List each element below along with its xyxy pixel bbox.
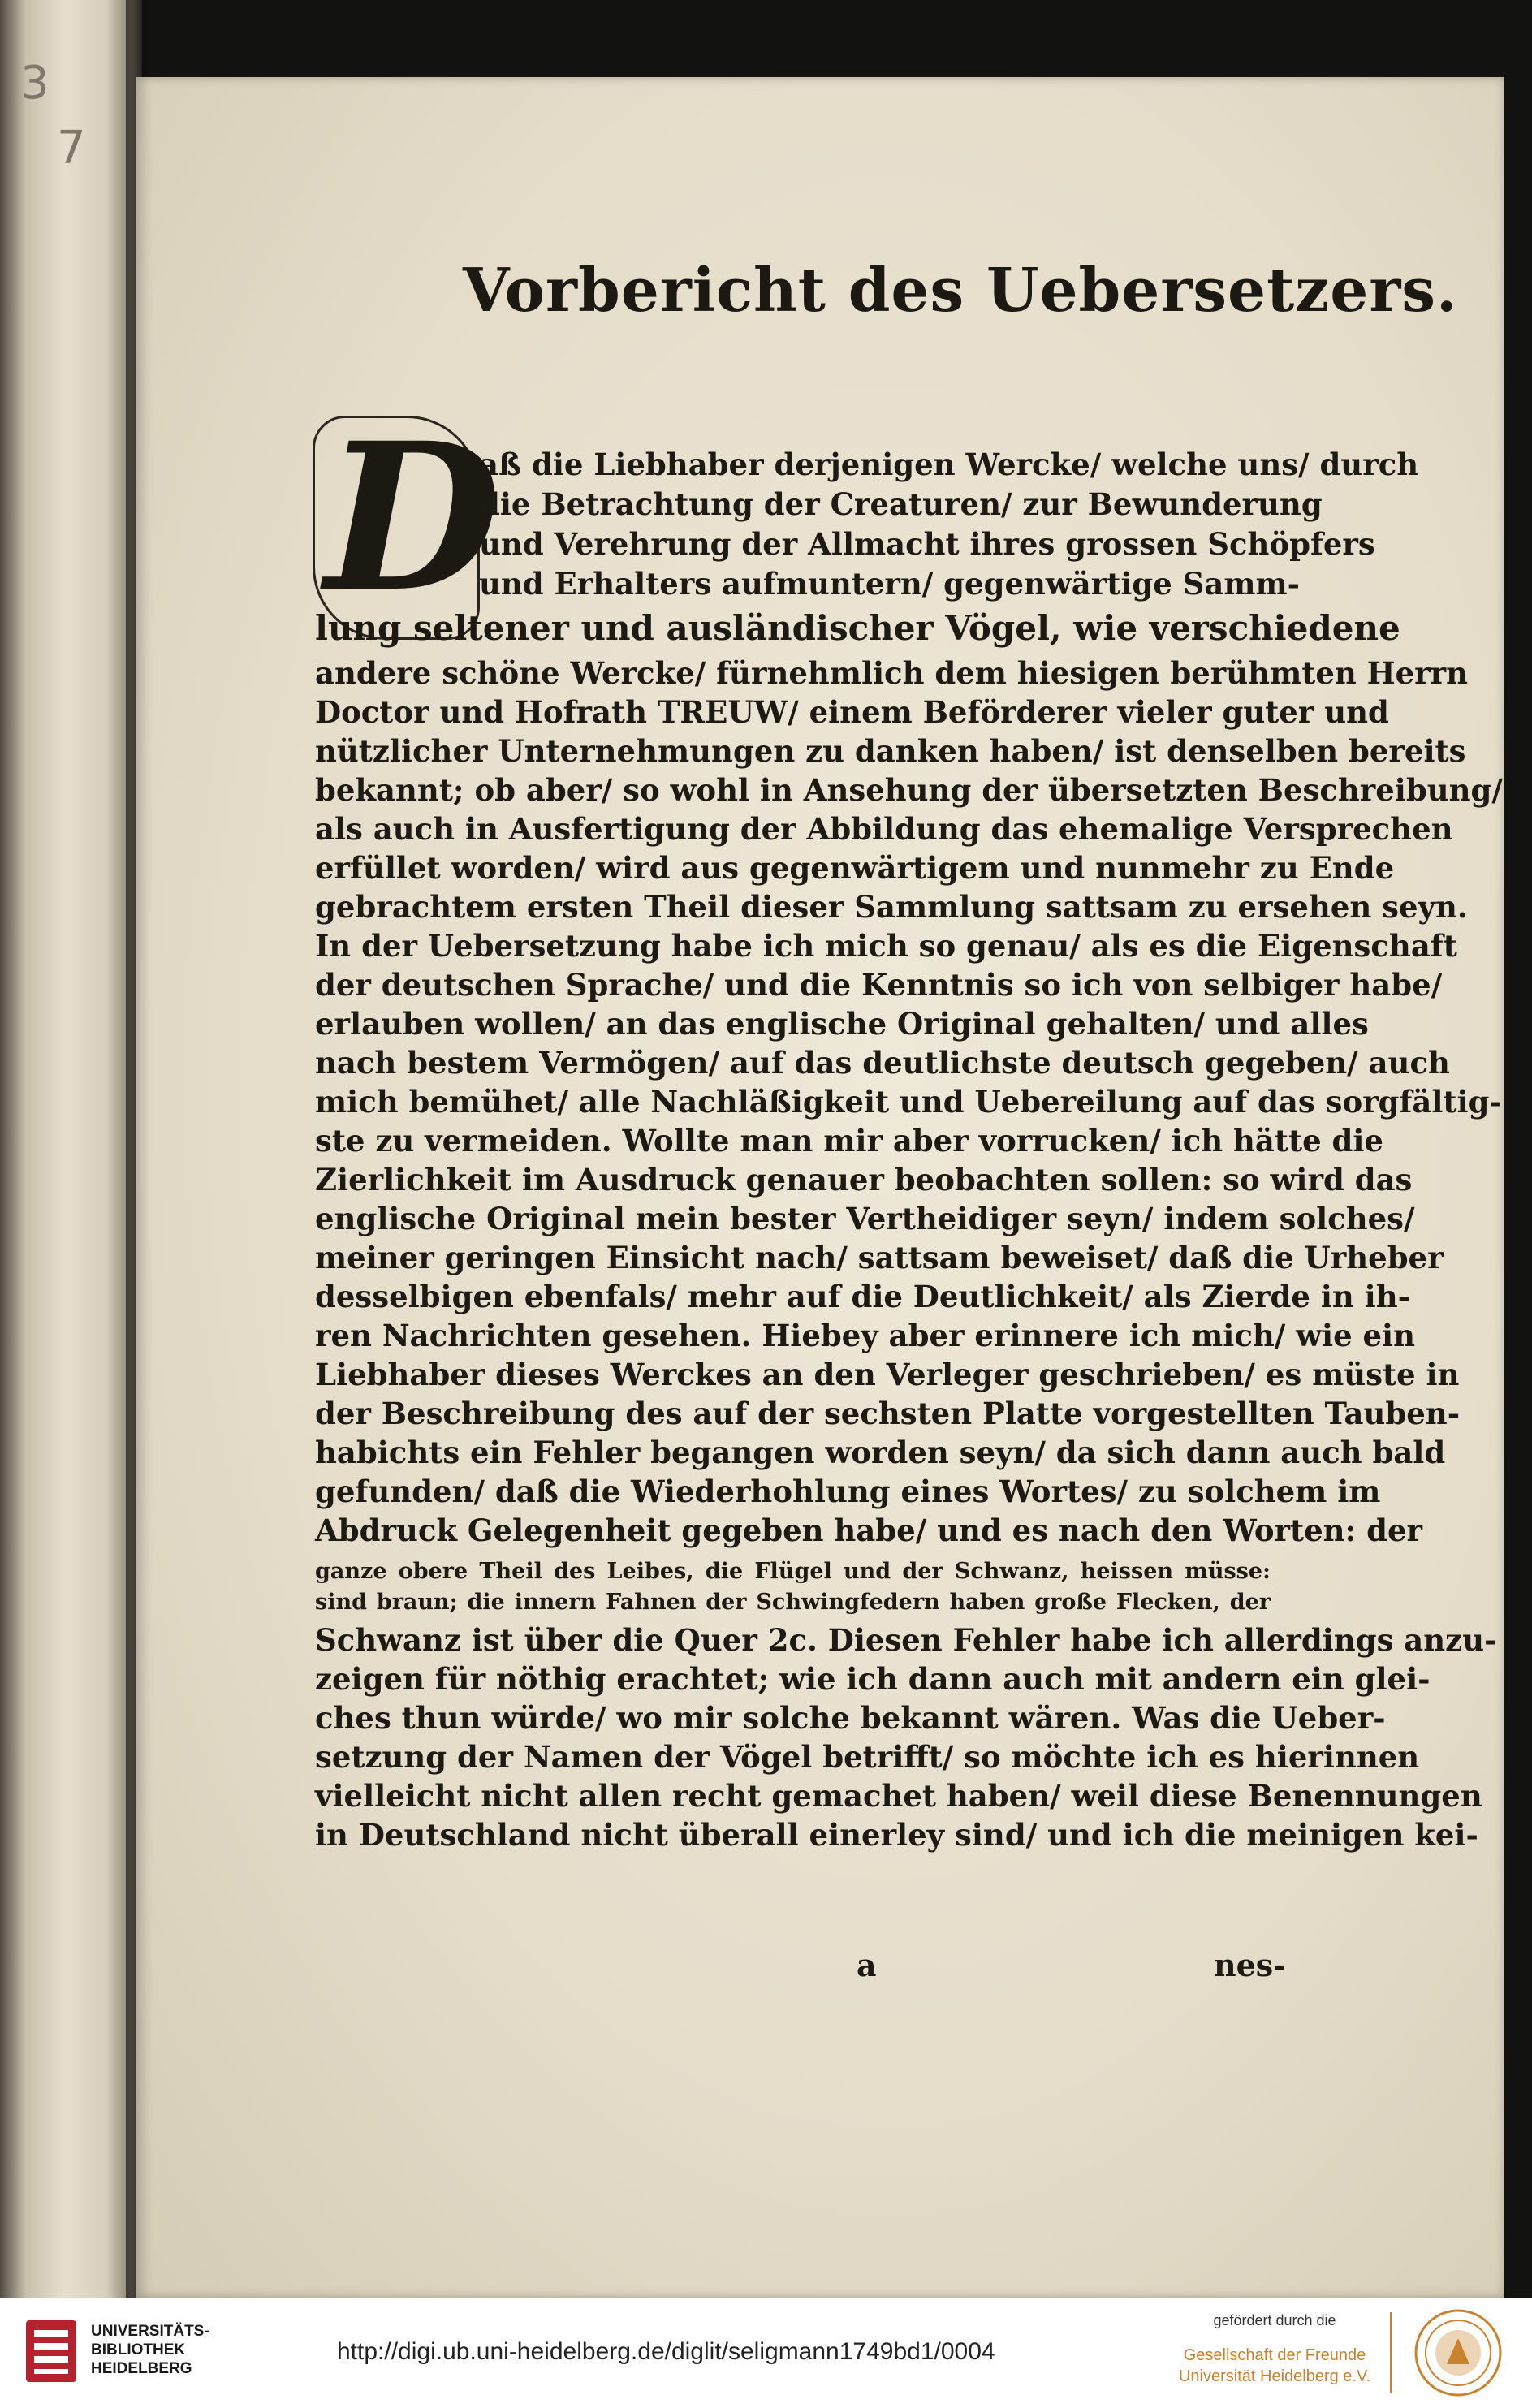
text-line: bekannt; ob aber/ so wohl in Ansehung der übersetzten Beschreibung/ [315, 772, 1503, 808]
funded-by-label: gefördert durch die [1213, 2312, 1336, 2328]
page-title: Vorbericht des Uebersetzers. [463, 256, 1458, 326]
text-line: Zierlichkeit im Ausdruck genauer beobachten sollen: so wird das [315, 1162, 1413, 1198]
text-line: nützlicher Unternehmungen zu danken haben/ ist denselben bereits [315, 733, 1466, 769]
institution-line: BIBLIOTHEK [91, 2341, 186, 2358]
text-line: mich bemühet/ alle Nachläßigkeit und Uebereilung auf das sorgfältig- [315, 1084, 1502, 1120]
text-line: meiner geringen Einsicht nach/ sattsam beweiset/ daß die Urheber [315, 1240, 1444, 1275]
society-line: Universität Heidelberg e.V. [1178, 2367, 1371, 2385]
text-line: habichts ein Fehler begangen worden seyn/ da sich dann auch bald [315, 1435, 1446, 1470]
pencil-mark: 3 [20, 57, 50, 110]
dropcap-letter: D [325, 398, 501, 637]
text-line: Schwanz ist über die Quer 2c. Diesen Fehler habe ich allerdings anzu- [315, 1622, 1497, 1658]
text-line: Abdruck Gelegenheit gegeben habe/ und es nach den Worten: der [315, 1513, 1422, 1548]
text-line: setzung der Namen der Vögel betrifft/ so möchte ich es hierinnen [315, 1739, 1420, 1775]
text-line: In der Uebersetzung habe ich mich so genau/ als es die Eigenschaft [315, 928, 1457, 964]
text-line: zeigen für nöthig erachtet; wie ich dann auch mit andern ein glei- [315, 1661, 1431, 1697]
society-name [1169, 2345, 1380, 2387]
text-line: der Beschreibung des auf der sechsten Platte vorgestellten Tauben- [315, 1396, 1461, 1431]
text-line: in Deutschland nicht überall einerley sind/ und ich die meinigen kei- [315, 1817, 1478, 1853]
facing-page-edge [0, 0, 142, 2298]
text-line: gebrachtem ersten Theil dieser Sammlung sattsam zu ersehen seyn. [315, 889, 1468, 925]
text-line: lung seltener und ausländischer Vögel, wie verschiedene [315, 608, 1400, 648]
pencil-mark: 7 [57, 122, 86, 175]
text-line: Liebhaber dieses Werckes an den Verleger geschrieben/ es müste in [315, 1357, 1460, 1392]
text-line: Doctor und Hofrath TREUW/ einem Beförderer vieler guter und [315, 694, 1389, 730]
text-line: die Betrachtung der Creaturen/ zur Bewunderung [479, 486, 1323, 522]
text-line: erlauben wollen/ an das englische Original gehalten/ und alles [315, 1006, 1369, 1042]
footer-bar [0, 2298, 1532, 2408]
institution-line: UNIVERSITÄTS- [91, 2323, 209, 2340]
institution-name [91, 2322, 209, 2378]
text-line: sind braun; die innern Fahnen der Schwingfedern haben große Flecken, der [315, 1590, 1271, 1615]
text-line: ganze obere Theil des Leibes, die Flügel und der Schwanz, heissen müsse: [315, 1559, 1271, 1584]
text-line: gefunden/ daß die Wiederhohlung eines Wortes/ zu solchem im [315, 1474, 1381, 1509]
footer-divider [1390, 2312, 1392, 2393]
text-line: erfüllet worden/ wird aus gegenwärtigem und nunmehr zu Ende [315, 850, 1395, 886]
text-line: ste zu vermeiden. Wollte man mir aber vorrucken/ ich hätte die [315, 1123, 1383, 1159]
library-logo-icon [23, 2315, 80, 2387]
institution-line: HEIDELBERG [91, 2360, 192, 2377]
signature-mark: a [857, 1947, 877, 1983]
text-line: desselbigen ebenfals/ mehr auf die Deutlichkeit/ als Zierde in ih- [315, 1279, 1410, 1314]
text-line: englische Original mein bester Vertheidiger seyn/ indem solches/ [315, 1201, 1415, 1236]
text-line: der deutschen Sprache/ und die Kenntnis so ich von selbiger habe/ [315, 967, 1443, 1003]
text-line: andere schöne Wercke/ fürnehmlich dem hiesigen berühmten Herrn [315, 655, 1469, 691]
text-line: ren Nachrichten gesehen. Hiebey aber erinnere ich mich/ wie ein [315, 1318, 1415, 1353]
text-line: aß die Liebhaber derjenigen Wercke/ welche uns/ durch [479, 447, 1419, 482]
digital-library-url[interactable]: http://digi.ub.uni-heidelberg.de/diglit/seligmann1749bd1/0004 [337, 2338, 995, 2365]
text-line: vielleicht nicht allen recht gemachet haben/ weil diese Benennungen [315, 1778, 1482, 1814]
text-line: ches thun würde/ wo mir solche bekannt wären. Was die Ueber- [315, 1700, 1386, 1736]
text-line: und Verehrung der Allmacht ihres grossen Schöpfers [479, 526, 1375, 562]
text-line: und Erhalters aufmuntern/ gegenwärtige Samm- [479, 566, 1301, 602]
text-line: nach bestem Vermögen/ auf das deutlichste deutsch gegeben/ auch [315, 1045, 1450, 1081]
text-line: als auch in Ausfertigung der Abbildung das ehemalige Versprechen [315, 811, 1453, 847]
society-line: Gesellschaft der Freunde [1183, 2346, 1366, 2364]
university-seal-icon [1413, 2307, 1504, 2398]
catchword: nes- [1214, 1947, 1286, 1983]
